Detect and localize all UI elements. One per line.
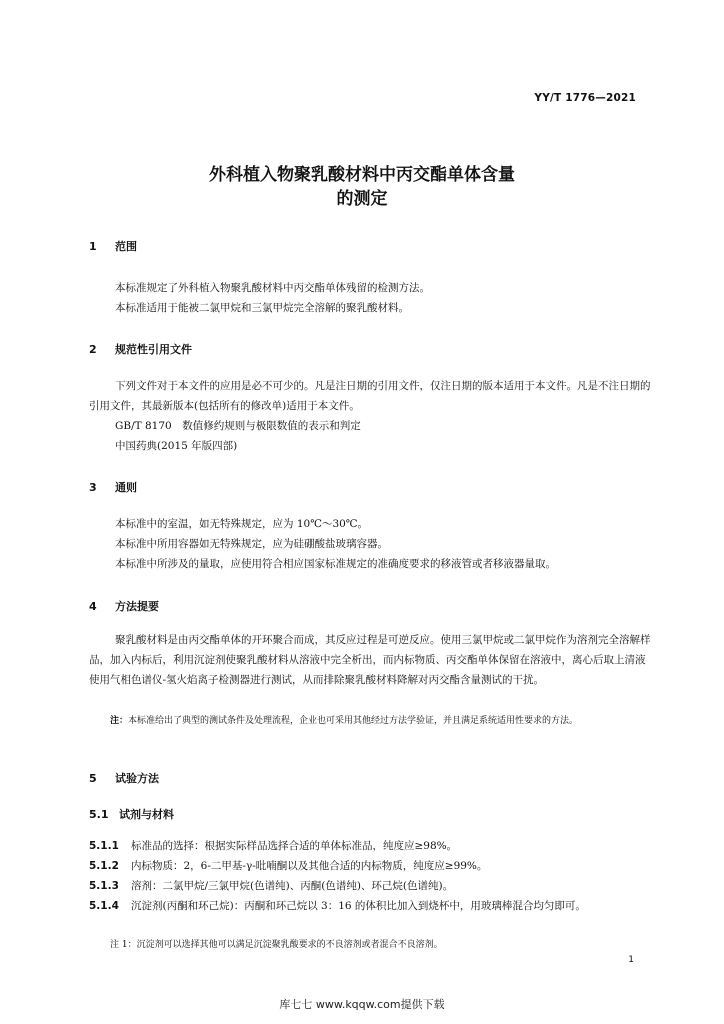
paragraph: 本标准规定了外科植入物聚乳酸材料中丙交酯单体残留的检测方法。	[115, 282, 430, 294]
clause-5-1-1	[89, 836, 655, 856]
section-title: 通则	[115, 481, 137, 494]
clause-5-1-2	[89, 856, 655, 876]
subsection-number: 5.1	[89, 808, 109, 821]
paragraph: 下列文件对于本文件的应用是必不可少的。凡是注日期的引用文件，仅注日期的版本适用于本文件。凡是不注日期的引用文件，其最新版本(包括所有的修改单)适用于本文件。	[89, 380, 651, 412]
section-title: 规范性引用文件	[115, 343, 192, 356]
document-title-line2: 的测定	[336, 189, 388, 209]
section-number: 2	[89, 343, 97, 356]
note: 注 1：沉淀剂可以选择其他可以满足沉淀聚乳酸要求的不良溶剂或者混合不良溶剂。	[110, 940, 443, 950]
clause-text: 内标物质：2，6-二甲基-γ-吡喃酮以及其他合适的内标物质，纯度应≥99%。	[131, 860, 488, 872]
paragraph: 本标准中的室温，如无特殊规定，应为 10℃～30℃。	[115, 518, 369, 530]
clause-text: 沉淀剂(丙酮和环己烷)：丙酮和环己烷以 3：16 的体积比加入到烧杯中，用玻璃棒混合均匀即可。	[131, 900, 586, 912]
download-watermark: 库七七 www.kqqw.com提供下载	[279, 998, 445, 1011]
document-title-line1: 外科植入物聚乳酸材料中丙交酯单体含量	[209, 165, 515, 185]
note-text: 本标准给出了典型的测试条件及处理流程，企业也可采用其他经过方法学验证，并且满足系统适用性要求的方法。	[128, 716, 579, 726]
section-title: 范围	[115, 240, 137, 253]
standard-number: YY/T 1776—2021	[534, 92, 636, 104]
clause-number: 5.1.2	[89, 860, 119, 872]
section-number: 1	[89, 240, 97, 253]
section-heading-2	[89, 341, 192, 357]
note-label: 注：	[110, 716, 129, 726]
clause-text: 标准品的选择：根据实际样品选择合适的单体标准品，纯度应≥98%。	[131, 840, 458, 852]
clause-number: 5.1.1	[89, 840, 119, 852]
note	[110, 712, 655, 730]
page-number: 1	[628, 955, 634, 965]
paragraph: 本标准中所用容器如无特殊规定，应为硅硼酸盐玻璃容器。	[115, 538, 388, 550]
section-heading-5	[89, 770, 159, 786]
normative-reference: GB/T 8170 数值修约规则与极限数值的表示和判定	[115, 420, 361, 432]
section-number: 4	[89, 600, 97, 613]
section-number: 3	[89, 481, 97, 494]
section-number: 5	[89, 772, 97, 785]
subsection-title: 试剂与材料	[119, 808, 174, 821]
section-heading-3	[89, 479, 137, 495]
clause-5-1-3	[89, 876, 655, 896]
clause-5-1-4	[89, 896, 655, 916]
normative-reference: 中国药典(2015 年版四部)	[115, 440, 238, 452]
section-title: 方法提要	[115, 600, 159, 613]
subsection-heading-5-1	[89, 806, 174, 822]
paragraph: 本标准适用于能被二氯甲烷和三氯甲烷完全溶解的聚乳酸材料。	[115, 302, 409, 314]
section-title: 试验方法	[115, 772, 159, 785]
paragraph: 本标准中所涉及的量取，应使用符合相应国家标准规定的准确度要求的移液管或者移液器量取。	[115, 558, 556, 570]
clause-number: 5.1.3	[89, 880, 119, 892]
paragraph: 聚乳酸材料是由丙交酯单体的开环聚合而成，其反应过程是可逆反应。使用三氯甲烷或二氯甲烷作为溶剂完全溶解样品，加入内标后，利用沉淀剂使聚乳酸材料从溶液中完全析出，而内标物质、丙交酯单体保留在溶液中，离心后取上清液使用气相色谱仪-氢火焰离子检测器进行测试，从而排除聚乳酸材料降解对丙交酯含量测试的干扰。	[89, 634, 651, 686]
clause-number: 5.1.4	[89, 900, 119, 912]
section-heading-4	[89, 598, 159, 614]
section-heading-1	[89, 238, 137, 254]
clause-text: 溶剂：二氯甲烷/三氯甲烷(色谱纯)、丙酮(色谱纯)、环己烷(色谱纯)。	[131, 880, 454, 892]
